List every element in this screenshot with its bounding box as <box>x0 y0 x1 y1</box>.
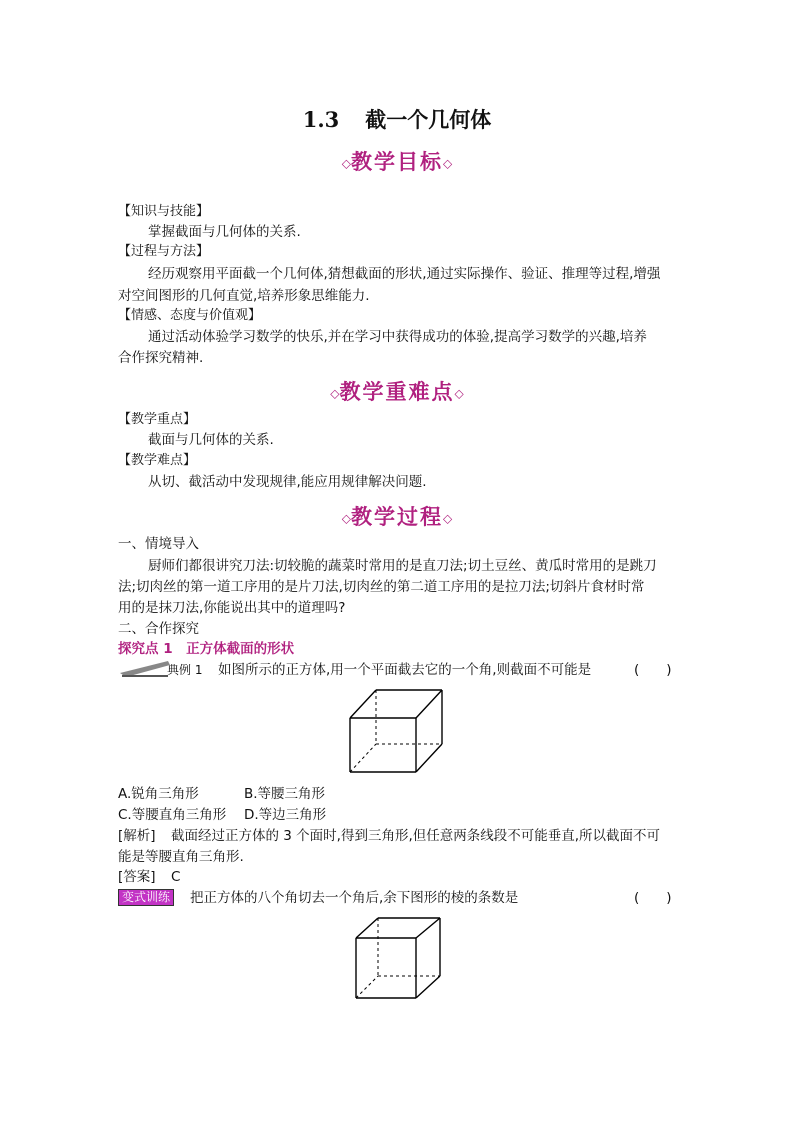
option-c: C.等腰直角三角形 <box>118 807 227 823</box>
option-a: A.锐角三角形 <box>118 786 199 802</box>
cube-edge <box>350 690 376 718</box>
cube-edge <box>416 918 440 938</box>
intro-text-1: 厨师们都很讲究刀法:切较脆的蔬菜时常用的是直刀法;切土豆丝、黄瓜时常用的是跳刀 <box>148 558 657 574</box>
answer-value: C <box>171 869 181 885</box>
diamond-icon: ◇ <box>443 156 453 171</box>
section-heading-goals <box>0 146 794 176</box>
process-method-label: 【过程与方法】 <box>118 244 210 259</box>
answer-parentheses: ( ) <box>634 662 672 678</box>
diamond-icon: ◇ <box>341 511 351 526</box>
analysis-text-1: 截面经过正方体的 3 个面时,得到三角形,但任意两条线段不可能垂直,所以截面不可 <box>171 828 661 844</box>
knowledge-text: 掌握截面与几何体的关系. <box>148 224 301 240</box>
variant-question: 把正方体的八个角切去一个角后,余下图形的棱的条数是 <box>190 890 519 906</box>
intro-heading: 一、情境导入 <box>118 536 199 552</box>
lesson-number: 1.3 <box>302 107 340 132</box>
variant-badge: 变式训练 <box>118 889 174 906</box>
emotion-text-1: 通过活动体验学习数学的快乐,并在学习中获得成功的体验,提高学习数学的兴趣,培养 <box>148 329 647 345</box>
cube-edge <box>416 690 442 718</box>
diamond-icon: ◇ <box>341 156 351 171</box>
difficulty-text: 从切、截活动中发现规律,能应用规律解决问题. <box>148 474 427 490</box>
cube-edge <box>356 918 378 938</box>
focus-label: 【教学重点】 <box>118 412 197 427</box>
emotion-label: 【情感、态度与价值观】 <box>118 308 262 323</box>
cube-hidden-edge <box>356 976 378 998</box>
focus-text: 截面与几何体的关系. <box>148 432 274 448</box>
section-goals-text: 教学目标 <box>351 149 443 174</box>
cube-edge <box>416 976 440 998</box>
analysis-label: [解析] <box>118 828 156 844</box>
answer-label: [答案] <box>118 869 156 885</box>
section-heading-process <box>0 501 794 531</box>
section-heading-key-points <box>0 376 794 406</box>
option-b: B.等腰三角形 <box>244 786 326 802</box>
variant-answer-parentheses: ( ) <box>634 890 672 906</box>
explore-point-heading: 探究点 1 正方体截面的形状 <box>118 641 295 657</box>
knowledge-label: 【知识与技能】 <box>118 204 210 219</box>
diamond-icon: ◇ <box>330 386 340 401</box>
cube-figure-2 <box>352 914 444 1004</box>
option-d: D.等边三角形 <box>244 807 327 823</box>
process-method-text-2: 对空间图形的几何直觉,培养形象思维能力. <box>118 288 370 304</box>
explore-heading: 二、合作探究 <box>118 621 199 637</box>
example-label: 典例 1 <box>167 663 203 677</box>
intro-text-2: 法;切肉丝的第一道工序用的是片刀法,切肉丝的第二道工序用的是拉刀法;切斜片食材时常 <box>118 579 645 595</box>
analysis-text-2: 能是等腰直角三角形. <box>118 849 244 865</box>
cube-figure-1 <box>346 686 446 776</box>
lesson-title-text: 截一个几何体 <box>365 107 492 132</box>
intro-text-3: 用的是抹刀法,你能说出其中的道理吗? <box>118 600 346 616</box>
difficulty-label: 【教学难点】 <box>118 453 197 468</box>
diamond-icon: ◇ <box>443 511 453 526</box>
lesson-title <box>0 104 794 134</box>
process-method-text-1: 经历观察用平面截一个几何体,猜想截面的形状,通过实际操作、验证、推理等过程,增强 <box>148 266 661 282</box>
section-key-points-text: 教学重难点 <box>339 379 455 404</box>
diamond-icon: ◇ <box>454 386 464 401</box>
section-process-text: 教学过程 <box>351 504 443 529</box>
cube-edge <box>416 744 442 772</box>
emotion-text-2: 合作探究精神. <box>118 350 204 366</box>
example-question: 如图所示的正方体,用一个平面截去它的一个角,则截面不可能是 <box>218 662 592 678</box>
variant-badge-wrap <box>118 887 174 907</box>
cube-hidden-edge <box>350 744 376 772</box>
